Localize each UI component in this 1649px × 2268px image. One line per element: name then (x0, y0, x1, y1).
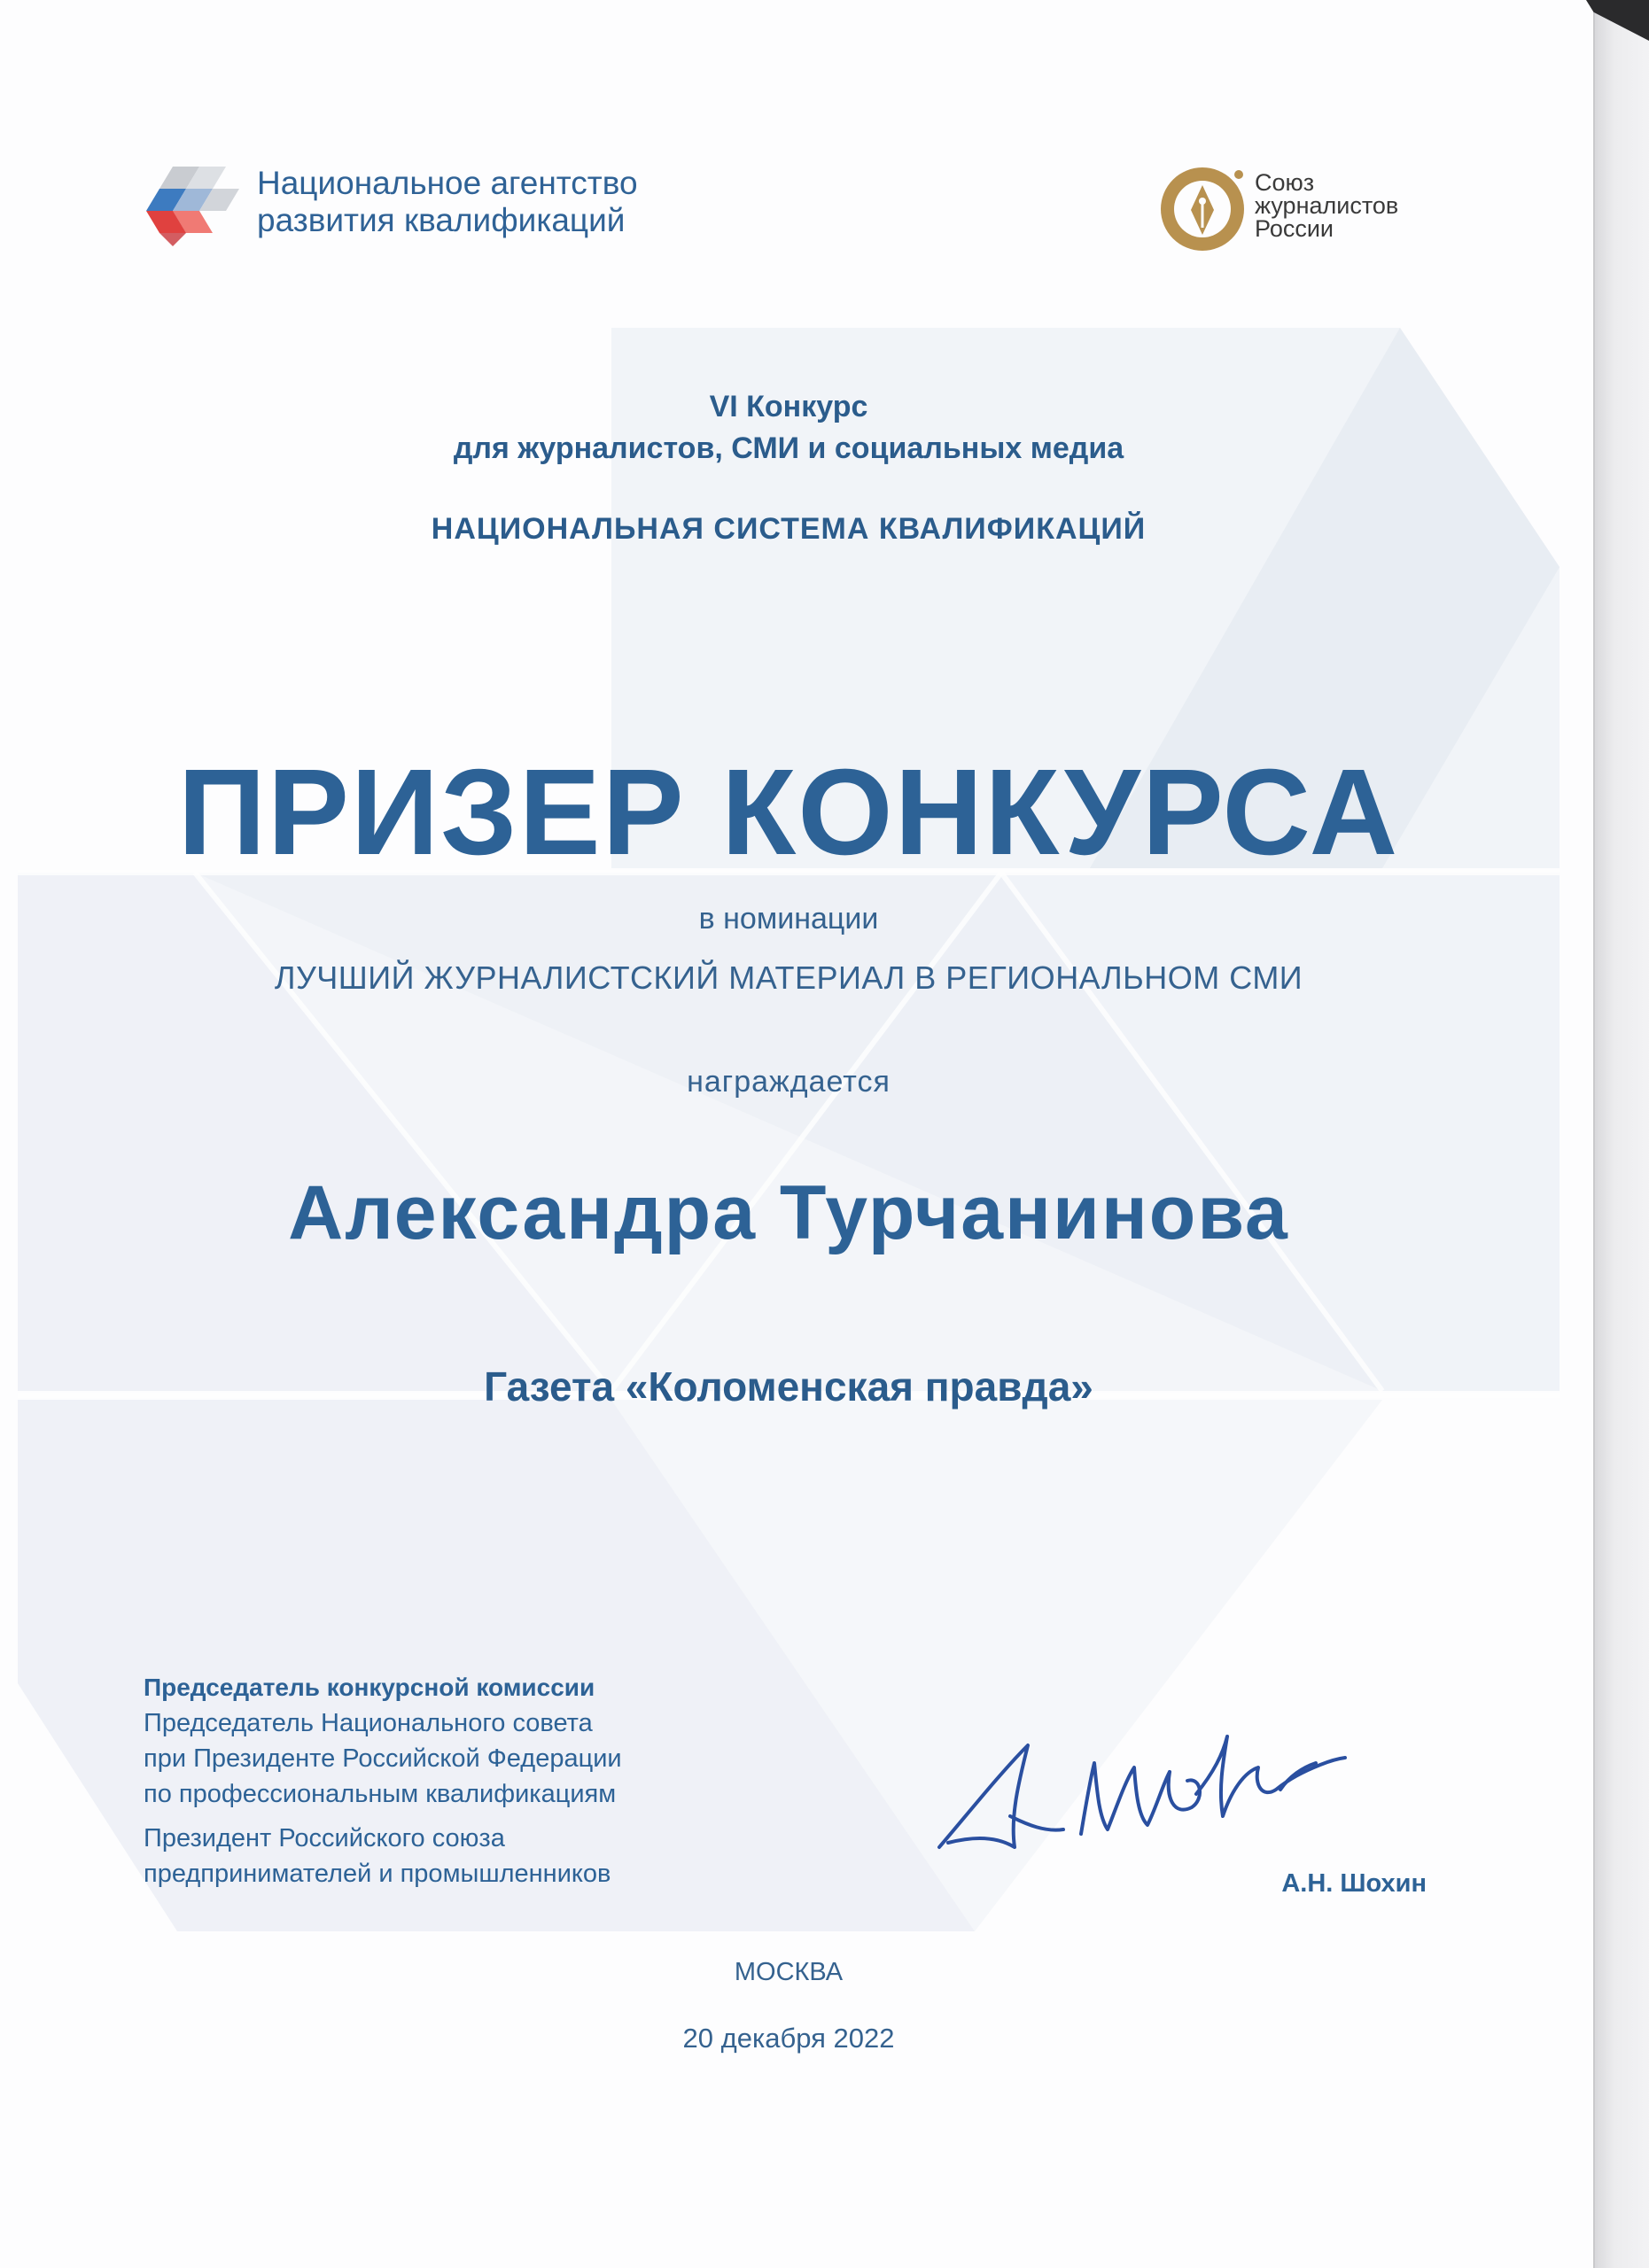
union-line2: журналистов (1255, 192, 1399, 219)
agency-name-line2: развития квалификаций (257, 202, 626, 238)
city: МОСКВА (734, 1958, 844, 1986)
handwritten-signature (930, 1683, 1347, 1869)
scanner-page-edge (1593, 0, 1649, 2268)
chair-role1-line2: при Президенте Российской Федерации (144, 1744, 622, 1773)
contest-number: VI Конкурс (709, 390, 868, 423)
chair-role1-line1: Председатель Национального совета (144, 1709, 593, 1737)
contest-audience: для журналистов, СМИ и социальных медиа (453, 431, 1124, 465)
union-line1: Союз (1255, 169, 1315, 196)
signer-name: А.Н. Шохин (1281, 1869, 1427, 1898)
nomination-prefix: в номинации (698, 902, 879, 936)
chair-role2-line1: Президент Российского союза (144, 1824, 505, 1852)
recipient-name: Александра Турчанинова (288, 1170, 1289, 1255)
recipient-organization: Газета «Коломенская правда» (484, 1363, 1093, 1410)
union-line3: России (1255, 215, 1334, 242)
chair-role2-line2: предпринимателей и промышленников (144, 1860, 611, 1888)
chair-title: Председатель конкурсной комиссии (144, 1674, 595, 1701)
commission-chair-block (144, 1670, 622, 1891)
journalists-union-logo-icon (1159, 166, 1246, 252)
award-title: ПРИЗЕР КОНКУРСА (177, 744, 1400, 881)
awarded-label: награждается (687, 1065, 891, 1099)
chair-role1-line3: по профессиональным квалификациям (144, 1780, 617, 1808)
issue-date: 20 декабря 2022 (682, 2023, 895, 2054)
journalists-union-name (1255, 171, 1398, 240)
agency-name-line1: Национальное агентство (257, 165, 638, 201)
agency-name (257, 165, 638, 239)
nomination-name: ЛУЧШИЙ ЖУРНАЛИСТСКИЙ МАТЕРИАЛ В РЕГИОНАЛЬНОМ СМИ (274, 959, 1303, 996)
qualification-system-title: НАЦИОНАЛЬНАЯ СИСТЕМА КВАЛИФИКАЦИЙ (431, 512, 1147, 546)
nark-logo-icon (142, 162, 244, 246)
